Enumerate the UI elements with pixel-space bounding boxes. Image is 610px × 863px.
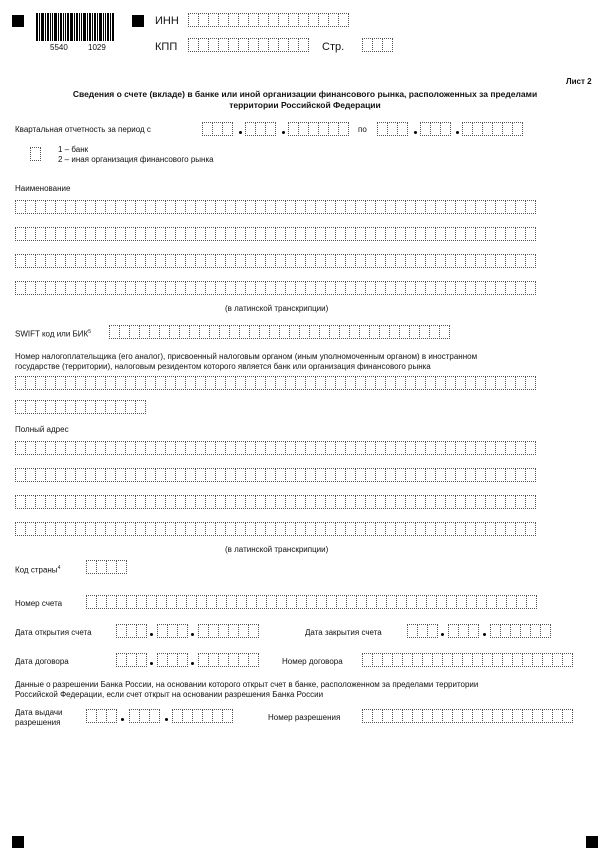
open-date-label: Дата открытия счета	[15, 628, 92, 637]
registration-marker-bottom-right	[586, 836, 598, 848]
permission-date-year-cells[interactable]	[172, 709, 232, 723]
option-other: 2 – иная организация финансового рынка	[58, 155, 214, 164]
entry-cell[interactable]	[525, 495, 536, 509]
entry-cell[interactable]	[30, 147, 41, 161]
country-code-cells[interactable]	[86, 560, 126, 574]
date-separator-dot	[165, 718, 168, 721]
entry-cell[interactable]	[222, 122, 233, 136]
entry-cell[interactable]	[248, 624, 259, 638]
account-number-cells[interactable]	[86, 595, 536, 609]
period-to-month-cells[interactable]	[420, 122, 450, 136]
period-to-year-cells[interactable]	[462, 122, 522, 136]
entry-cell[interactable]	[525, 227, 536, 241]
entry-cell[interactable]	[540, 624, 551, 638]
kpp-cells[interactable]	[188, 38, 308, 52]
page-label: Стр.	[322, 41, 345, 53]
entry-cell[interactable]	[525, 200, 536, 214]
country-code-label-text: Код страны	[15, 565, 58, 575]
swift-label-text: SWIFT код или БИК	[15, 329, 89, 339]
date-separator-dot	[239, 131, 242, 134]
entry-cell[interactable]	[440, 122, 451, 136]
barcode-number-right: 1029	[88, 43, 106, 52]
close-date-day-cells[interactable]	[407, 624, 437, 638]
barcode	[36, 13, 115, 41]
name-cells-row-2[interactable]	[15, 227, 535, 241]
address-label: Полный адрес	[15, 425, 69, 434]
contract-number-label: Номер договора	[282, 657, 343, 666]
entry-cell[interactable]	[525, 281, 536, 295]
name-cells-row-3[interactable]	[15, 254, 535, 268]
open-date-year-cells[interactable]	[198, 624, 258, 638]
entry-cell[interactable]	[106, 709, 117, 723]
entry-cell[interactable]	[526, 595, 537, 609]
date-separator-dot	[414, 131, 417, 134]
period-from-day-cells[interactable]	[202, 122, 232, 136]
name-cells-row-4[interactable]	[15, 281, 535, 295]
registration-marker-top-mid	[132, 15, 144, 27]
form-title	[15, 89, 595, 111]
contract-date-day-cells[interactable]	[116, 653, 146, 667]
name-label: Наименование	[15, 184, 71, 193]
entry-cell[interactable]	[439, 325, 450, 339]
kpp-label: КПП	[155, 41, 178, 53]
date-separator-dot	[483, 633, 486, 636]
date-separator-dot	[150, 662, 153, 665]
entry-cell[interactable]	[135, 400, 146, 414]
entry-cell[interactable]	[562, 709, 573, 723]
close-date-month-cells[interactable]	[448, 624, 478, 638]
address-cells-row-1[interactable]	[15, 441, 535, 455]
entry-cell[interactable]	[525, 522, 536, 536]
close-date-year-cells[interactable]	[490, 624, 550, 638]
contract-number-cells[interactable]	[362, 653, 572, 667]
entry-cell[interactable]	[265, 122, 276, 136]
swift-cells[interactable]	[109, 325, 449, 339]
taxpayer-number-label-line1: Номер налогоплательщика (его аналог), присвоенный налоговым органом (иным уполномоченным органом) в иностранном	[15, 352, 478, 361]
permission-info-line1: Данные о разрешении Банка России, на основании которого открыт счет в банке, расположенном за пределами территории	[15, 680, 479, 689]
entry-cell[interactable]	[512, 122, 523, 136]
permission-number-label: Номер разрешения	[268, 713, 341, 722]
country-code-footnote: 4	[57, 565, 61, 571]
close-date-label: Дата закрытия счета	[305, 628, 382, 637]
address-cells-row-4[interactable]	[15, 522, 535, 536]
date-separator-dot	[441, 633, 444, 636]
entry-cell[interactable]	[136, 624, 147, 638]
entry-cell[interactable]	[338, 13, 349, 27]
date-separator-dot	[191, 633, 194, 636]
entry-cell[interactable]	[116, 560, 127, 574]
organization-type-cell[interactable]	[30, 147, 40, 161]
entry-cell[interactable]	[177, 653, 188, 667]
permission-info-line2: Российской Федерации, если счет открыт на основании разрешения Банка России	[15, 690, 324, 699]
taxpayer-number-cells-row-2[interactable]	[15, 400, 145, 414]
entry-cell[interactable]	[525, 441, 536, 455]
contract-date-label: Дата договора	[15, 657, 69, 666]
swift-label	[15, 327, 91, 340]
latin-transcription-note: (в латинской транскрипции)	[225, 545, 329, 554]
taxpayer-number-cells-row-1[interactable]	[15, 376, 535, 390]
period-label: Квартальная отчетность за период с	[15, 125, 151, 134]
entry-cell[interactable]	[562, 653, 573, 667]
option-bank: 1 – банк	[58, 145, 89, 154]
page-number-cells[interactable]	[362, 38, 392, 52]
entry-cell[interactable]	[177, 624, 188, 638]
swift-footnote: 5	[88, 329, 91, 335]
date-separator-dot	[121, 718, 124, 721]
entry-cell[interactable]	[248, 653, 259, 667]
date-separator-dot	[456, 131, 459, 134]
entry-cell[interactable]	[338, 122, 349, 136]
barcode-number-left: 5540	[50, 43, 68, 52]
registration-marker-bottom-left	[12, 836, 24, 848]
address-cells-row-3[interactable]	[15, 495, 535, 509]
registration-marker-top-left	[12, 15, 24, 27]
entry-cell[interactable]	[525, 254, 536, 268]
account-number-label: Номер счета	[15, 599, 63, 608]
period-to-day-cells[interactable]	[377, 122, 407, 136]
country-code-label	[15, 563, 60, 576]
address-cells-row-2[interactable]	[15, 468, 535, 482]
period-from-year-cells[interactable]	[288, 122, 348, 136]
permission-date-label-line1: Дата выдачи	[15, 708, 63, 717]
permission-date-label-line2: разрешения	[15, 718, 61, 727]
entry-cell[interactable]	[525, 376, 536, 390]
date-separator-dot	[282, 131, 285, 134]
entry-cell[interactable]	[149, 709, 160, 723]
entry-cell[interactable]	[298, 38, 309, 52]
inn-label: ИНН	[155, 15, 179, 27]
open-date-month-cells[interactable]	[157, 624, 187, 638]
period-from-month-cells[interactable]	[245, 122, 275, 136]
taxpayer-number-label-line2: государстве (территории), налоговым резидентом которого является банк или организация финансового рынка	[15, 362, 431, 371]
inn-cells[interactable]	[188, 13, 348, 27]
period-to-label: по	[358, 125, 367, 134]
contract-date-month-cells[interactable]	[157, 653, 187, 667]
permission-date-label	[15, 708, 63, 728]
date-separator-dot	[191, 662, 194, 665]
entry-cell[interactable]	[468, 624, 479, 638]
contract-date-year-cells[interactable]	[198, 653, 258, 667]
sheet-label: Лист 2	[566, 77, 592, 86]
entry-cell[interactable]	[525, 468, 536, 482]
permission-date-day-cells[interactable]	[86, 709, 116, 723]
date-separator-dot	[150, 633, 153, 636]
form-title-line1: Сведения о счете (вкладе) в банке или иной организации финансового рынка, расположенных за пределами	[72, 89, 538, 99]
entry-cell[interactable]	[397, 122, 408, 136]
entry-cell[interactable]	[136, 653, 147, 667]
latin-transcription-note: (в латинской транскрипции)	[225, 304, 329, 313]
entry-cell[interactable]	[427, 624, 438, 638]
permission-date-month-cells[interactable]	[129, 709, 159, 723]
open-date-day-cells[interactable]	[116, 624, 146, 638]
permission-number-cells[interactable]	[362, 709, 572, 723]
entry-cell[interactable]	[222, 709, 233, 723]
entry-cell[interactable]	[382, 38, 393, 52]
name-cells-row-1[interactable]	[15, 200, 535, 214]
form-title-line2: территории Российской Федерации	[229, 100, 381, 110]
